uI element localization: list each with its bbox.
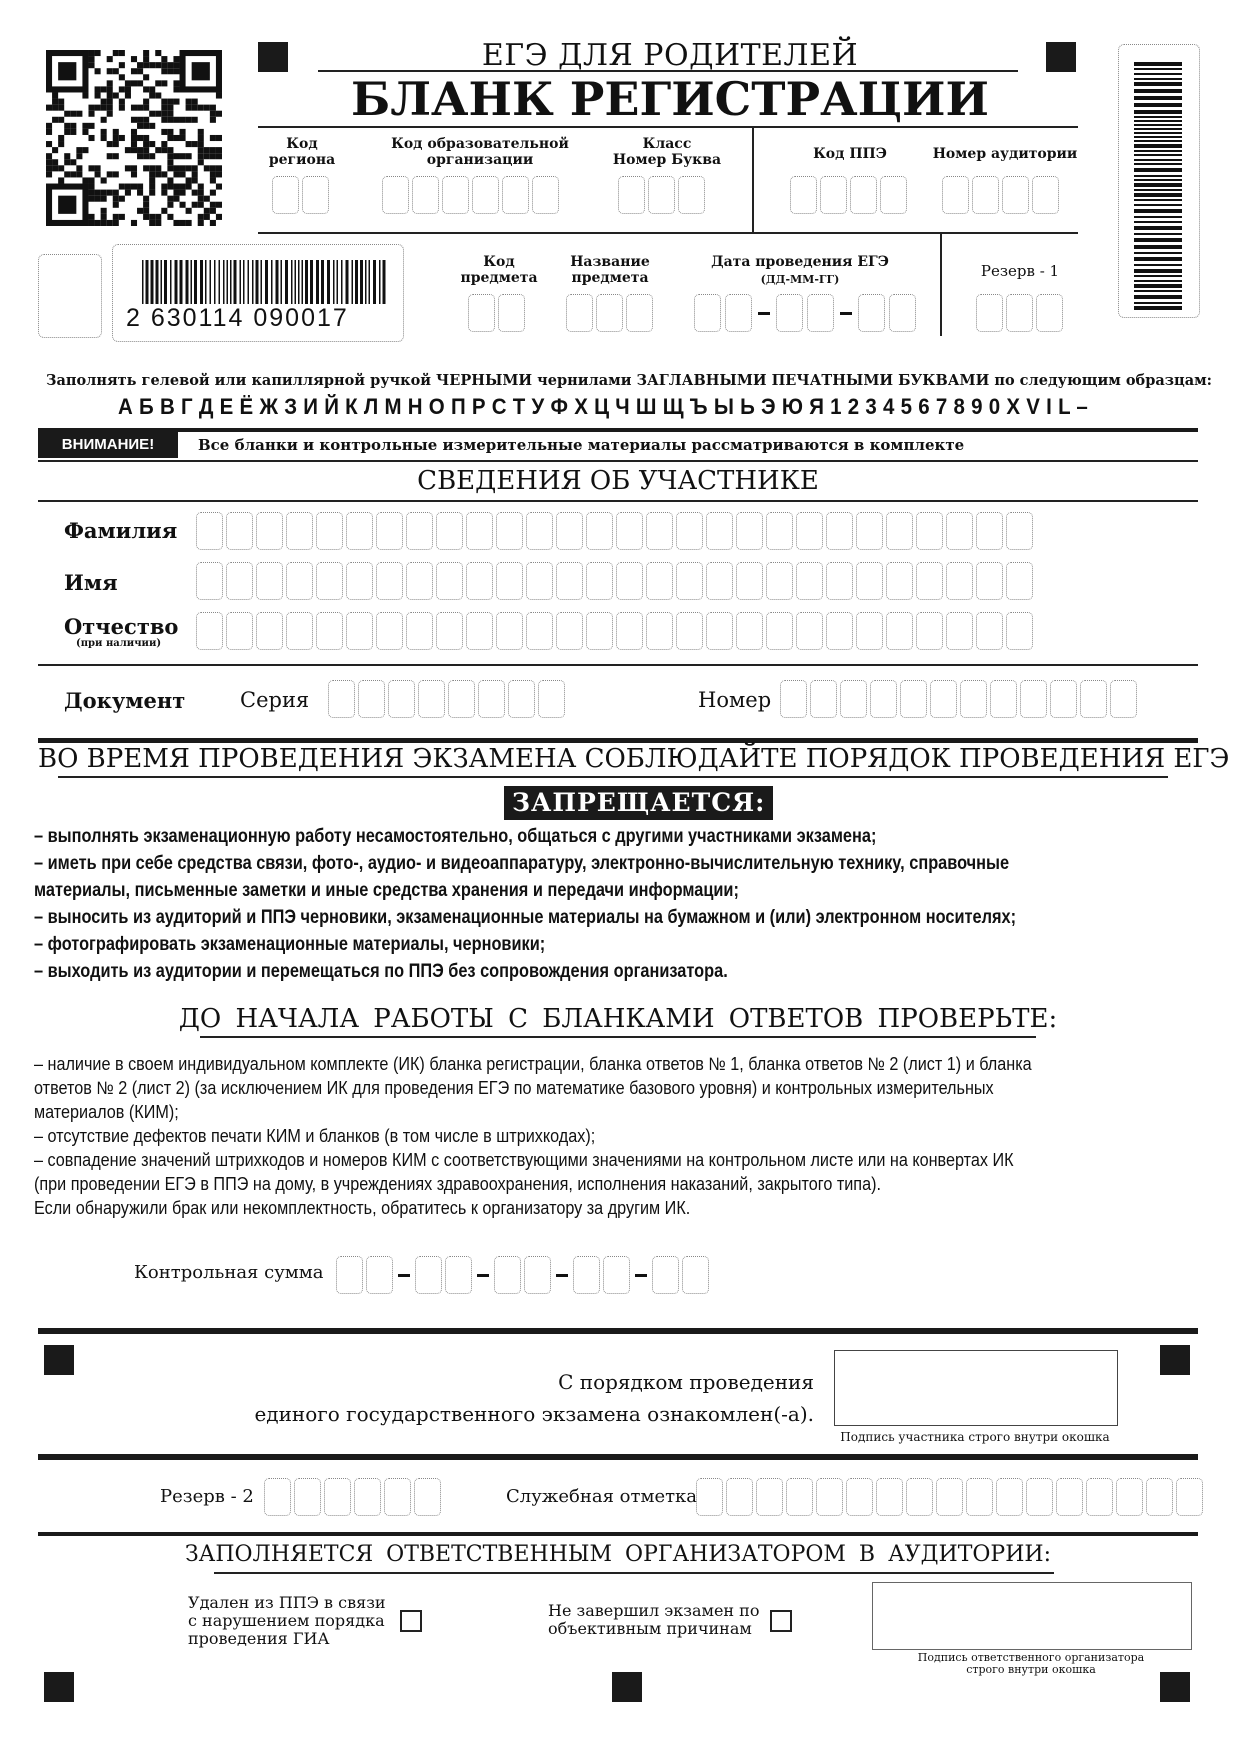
alignment-marker: [1046, 42, 1076, 72]
input-cell[interactable]: [960, 680, 987, 718]
input-cell[interactable]: [538, 680, 565, 718]
input-cell[interactable]: [358, 680, 385, 718]
input-cell[interactable]: [810, 680, 837, 718]
input-cell[interactable]: [436, 562, 463, 600]
patronymic-hint: (при наличии): [76, 638, 162, 649]
input-cell[interactable]: [786, 1478, 813, 1516]
input-cell[interactable]: [1110, 680, 1137, 718]
room-label: Номер аудитории: [932, 146, 1078, 162]
input-cell[interactable]: [1026, 1478, 1053, 1516]
input-cell[interactable]: [256, 512, 283, 550]
participant-signature-box[interactable]: [834, 1350, 1118, 1426]
fill-instruction: Заполнять гелевой или капиллярной ручкой ЧЕРНЫМИ чернилами ЗАГЛАВНЫМИ ПЕЧАТНЫМИ БУКВАМИ по следующим образцам:: [46, 372, 1213, 389]
input-cell[interactable]: [616, 612, 643, 650]
check-item: – совпадение значений штрихкодов и номеров КИМ с соответствующими значениями на контрольном листе или на конвертах ИК: [34, 1150, 1014, 1170]
input-cell[interactable]: [376, 512, 403, 550]
input-cell[interactable]: [466, 562, 493, 600]
input-cell[interactable]: [376, 562, 403, 600]
input-cell[interactable]: [766, 512, 793, 550]
input-cell[interactable]: [886, 612, 913, 650]
input-cell[interactable]: [346, 562, 373, 600]
removed-checkbox[interactable]: [400, 1610, 422, 1632]
check-item: – отсутствие дефектов печати КИМ и бланков (в том числе в штрихкодах);: [34, 1126, 596, 1146]
input-cell[interactable]: [646, 562, 673, 600]
input-cell[interactable]: [328, 680, 355, 718]
input-cell[interactable]: [840, 680, 867, 718]
alignment-marker: [258, 42, 288, 72]
organizer-signature-box[interactable]: [872, 1582, 1192, 1650]
organizer-heading: ЗАПОЛНЯЕТСЯ ОТВЕТСТВЕННЫМ ОРГАНИЗАТОРОМ В АУДИТОРИИ:: [184, 1542, 1052, 1567]
input-cell[interactable]: [976, 562, 1003, 600]
input-cell[interactable]: [286, 512, 313, 550]
input-cell[interactable]: [286, 562, 313, 600]
input-cell[interactable]: [448, 680, 475, 718]
input-cell[interactable]: [1006, 512, 1033, 550]
document-series-cells[interactable]: [328, 680, 565, 718]
form-subtitle: ЕГЭ ДЛЯ РОДИТЕЛЕЙ: [481, 38, 859, 73]
qr-code: [46, 50, 222, 226]
organizer-signature-caption: Подпись ответственного организатора строго внутри окошка: [917, 1651, 1145, 1676]
input-cell[interactable]: [526, 612, 553, 650]
input-cell[interactable]: [916, 512, 943, 550]
name-label: Имя: [64, 570, 118, 595]
input-cell[interactable]: [354, 1478, 381, 1516]
input-cell[interactable]: [556, 612, 583, 650]
input-cell[interactable]: [294, 1478, 321, 1516]
input-cell[interactable]: [886, 562, 913, 600]
acknowledge-line2: единого государственного экзамена ознакомлен(-а).: [254, 1402, 814, 1426]
forbidden-item: – выполнять экзаменационную работу несамостоятельно, общаться с другими участниками экзамена;: [34, 826, 877, 847]
subject-code-cells[interactable]: [468, 294, 525, 332]
input-cell[interactable]: [856, 562, 883, 600]
not-finished-checkbox[interactable]: [770, 1610, 792, 1632]
input-cell[interactable]: [196, 512, 223, 550]
input-cell[interactable]: [406, 612, 433, 650]
service-mark-cells[interactable]: [696, 1478, 1203, 1516]
check-list: [34, 1052, 1143, 1220]
input-cell[interactable]: [796, 562, 823, 600]
input-cell[interactable]: [676, 612, 703, 650]
input-cell[interactable]: [766, 562, 793, 600]
input-cell[interactable]: [676, 562, 703, 600]
check-item: Если обнаружили брак или некомплектность, обратитесь к организатору за другим ИК.: [34, 1198, 691, 1218]
surname-cells[interactable]: [196, 512, 1033, 550]
input-cell[interactable]: [886, 512, 913, 550]
input-cell[interactable]: [826, 612, 853, 650]
input-cell[interactable]: [706, 562, 733, 600]
input-cell[interactable]: [1146, 1478, 1173, 1516]
input-cell[interactable]: [1116, 1478, 1143, 1516]
input-cell[interactable]: [826, 512, 853, 550]
input-cell[interactable]: [936, 1478, 963, 1516]
input-cell[interactable]: [496, 562, 523, 600]
input-cell[interactable]: [226, 562, 253, 600]
input-cell[interactable]: [346, 612, 373, 650]
checksum-label: Контрольная сумма: [134, 1262, 324, 1283]
input-cell[interactable]: [436, 512, 463, 550]
exam-date-label: Дата проведения ЕГЭ: [711, 254, 889, 270]
input-cell[interactable]: [436, 612, 463, 650]
forbidden-badge: ЗАПРЕЩАЕТСЯ:: [504, 786, 773, 820]
input-cell[interactable]: [916, 612, 943, 650]
input-cell[interactable]: [756, 1478, 783, 1516]
input-cell[interactable]: [676, 512, 703, 550]
input-cell[interactable]: [496, 612, 523, 650]
input-cell[interactable]: [346, 512, 373, 550]
input-cell[interactable]: [816, 1478, 843, 1516]
input-cell[interactable]: [846, 1478, 873, 1516]
form-title: БЛАНК РЕГИСТРАЦИИ: [351, 72, 989, 126]
input-cell[interactable]: [526, 562, 553, 600]
subject-name-cells[interactable]: [566, 294, 653, 332]
input-cell[interactable]: [856, 512, 883, 550]
ppe-code-cells[interactable]: [790, 176, 907, 214]
alignment-marker: [1160, 1672, 1190, 1702]
input-cell[interactable]: [796, 612, 823, 650]
input-cell[interactable]: [616, 512, 643, 550]
room-cells[interactable]: [942, 176, 1059, 214]
input-cell[interactable]: [478, 680, 505, 718]
rules-heading: ВО ВРЕМЯ ПРОВЕДЕНИЯ ЭКЗАМЕНА СОБЛЮДАЙТЕ ПОРЯДОК ПРОВЕДЕНИЯ ЕГЭ: [38, 744, 1230, 774]
input-cell[interactable]: [946, 512, 973, 550]
registration-barcode: [142, 260, 392, 306]
sample-characters: А Б В Г Д Е Ё Ж З И Й К Л М Н О П Р С Т У Ф Х Ц Ч Ш Щ Ъ Ы Ь Э Ю Я 1 2 3 4 5 6 7 8 9 0 X V I L –: [118, 394, 1089, 419]
input-cell[interactable]: [256, 612, 283, 650]
input-cell[interactable]: [766, 612, 793, 650]
input-cell[interactable]: [946, 612, 973, 650]
forbidden-item: – выходить из аудитории и перемещаться по ППЭ без сопровождения организатора.: [34, 961, 728, 982]
input-cell[interactable]: [388, 680, 415, 718]
region-code-cells[interactable]: [272, 176, 329, 214]
input-cell[interactable]: [1086, 1478, 1113, 1516]
input-cell[interactable]: [870, 680, 897, 718]
participant-signature-caption: Подпись участника строго внутри окошка: [840, 1430, 1110, 1444]
input-cell[interactable]: [196, 612, 223, 650]
check-item: – наличие в своем индивидуальном комплекте (ИК) бланка регистрации, бланка ответов № 1, бланка ответов № 2 (лист 1) и бланка: [34, 1054, 1032, 1074]
check-item: (при проведении ЕГЭ в ППЭ на дому, в учреждениях здравоохранения, исполнения наказаний, закрытого типа).: [34, 1174, 881, 1194]
input-cell[interactable]: [646, 612, 673, 650]
input-cell[interactable]: [696, 1478, 723, 1516]
input-cell[interactable]: [1056, 1478, 1083, 1516]
forbidden-item: – иметь при себе средства связи, фото-, аудио- и видеоаппаратуру, электронно-вычислительную технику, справочные: [34, 853, 1010, 874]
exam-date-cells[interactable]: [694, 294, 916, 332]
input-cell[interactable]: [1050, 680, 1077, 718]
input-cell[interactable]: [256, 562, 283, 600]
input-cell[interactable]: [586, 612, 613, 650]
alignment-marker: [44, 1345, 74, 1375]
input-cell[interactable]: [706, 512, 733, 550]
attention-badge: ВНИМАНИЕ!: [38, 432, 178, 458]
input-cell[interactable]: [226, 512, 253, 550]
attention-text: Все бланки и контрольные измерительные материалы рассматриваются в комплекте: [198, 436, 965, 454]
input-cell[interactable]: [780, 680, 807, 718]
input-cell[interactable]: [900, 680, 927, 718]
input-cell[interactable]: [916, 562, 943, 600]
input-cell[interactable]: [706, 612, 733, 650]
photo-mark-box: [38, 254, 102, 338]
input-cell[interactable]: [966, 1478, 993, 1516]
input-cell[interactable]: [736, 562, 763, 600]
org-label: Код образовательной организации: [391, 136, 569, 168]
alignment-marker: [612, 1672, 642, 1702]
input-cell[interactable]: [466, 612, 493, 650]
input-cell[interactable]: [736, 612, 763, 650]
vertical-barcode: [1134, 62, 1182, 310]
input-cell[interactable]: [264, 1478, 291, 1516]
class-label: Класс Номер Буква: [612, 136, 722, 168]
alignment-marker: [1160, 1345, 1190, 1375]
input-cell[interactable]: [406, 512, 433, 550]
input-cell[interactable]: [226, 612, 253, 650]
input-cell[interactable]: [990, 680, 1017, 718]
ppe-label: Код ППЭ: [813, 146, 887, 162]
subject-code-label: Код предмета: [460, 254, 538, 286]
input-cell[interactable]: [414, 1478, 441, 1516]
input-cell[interactable]: [466, 512, 493, 550]
input-cell[interactable]: [316, 612, 343, 650]
service-mark-label: Служебная отметка: [506, 1486, 698, 1507]
input-cell[interactable]: [906, 1478, 933, 1516]
alignment-marker: [44, 1672, 74, 1702]
input-cell[interactable]: [1080, 680, 1107, 718]
input-cell[interactable]: [316, 562, 343, 600]
region-label: Код региона: [268, 136, 336, 168]
patronymic-label: Отчество: [64, 614, 179, 639]
patronymic-cells[interactable]: [196, 612, 1033, 650]
forbidden-item: – выносить из аудиторий и ППЭ черновики, экзаменационные материалы на бумажном и (или) электронном носителях;: [34, 907, 1017, 928]
input-cell[interactable]: [324, 1478, 351, 1516]
input-cell[interactable]: [796, 512, 823, 550]
reserve1-cells[interactable]: [976, 294, 1063, 332]
input-cell[interactable]: [616, 562, 643, 600]
input-cell[interactable]: [946, 562, 973, 600]
number-label: Номер: [698, 688, 772, 712]
forbidden-item: – фотографировать экзаменационные материалы, черновики;: [34, 934, 546, 955]
input-cell[interactable]: [586, 512, 613, 550]
series-label: Серия: [240, 688, 310, 712]
input-cell[interactable]: [316, 512, 343, 550]
input-cell[interactable]: [856, 612, 883, 650]
name-cells[interactable]: [196, 562, 1033, 600]
document-number-cells[interactable]: [780, 680, 1137, 718]
input-cell[interactable]: [556, 562, 583, 600]
input-cell[interactable]: [384, 1478, 411, 1516]
removed-label: Удален из ППЭ в связи с нарушением порядка проведения ГИА: [188, 1593, 386, 1648]
not-finished-label: Не завершил экзамен по объективным причинам: [548, 1601, 760, 1638]
subject-name-label: Название предмета: [570, 254, 650, 286]
reserve2-label: Резерв - 2: [160, 1486, 254, 1507]
forbidden-item: материалы, письменные заметки и иные средства хранения и передачи информации;: [34, 880, 739, 901]
input-cell[interactable]: [1176, 1478, 1203, 1516]
input-cell[interactable]: [1006, 612, 1033, 650]
check-heading: ДО НАЧАЛА РАБОТЫ С БЛАНКАМИ ОТВЕТОВ ПРОВЕРЬТЕ:: [178, 1004, 1058, 1034]
input-cell[interactable]: [1006, 562, 1033, 600]
input-cell[interactable]: [508, 680, 535, 718]
reserve2-cells[interactable]: [264, 1478, 441, 1516]
org-code-cells[interactable]: [382, 176, 559, 214]
input-cell[interactable]: [976, 512, 1003, 550]
input-cell[interactable]: [996, 1478, 1023, 1516]
input-cell[interactable]: [376, 612, 403, 650]
acknowledge-line1: С порядком проведения: [558, 1370, 814, 1394]
input-cell[interactable]: [976, 612, 1003, 650]
input-cell[interactable]: [406, 562, 433, 600]
input-cell[interactable]: [646, 512, 673, 550]
check-item: материалов (КИМ);: [34, 1102, 179, 1122]
class-cells[interactable]: [618, 176, 705, 214]
exam-date-hint: (ДД-ММ-ГГ): [760, 273, 840, 286]
input-cell[interactable]: [726, 1478, 753, 1516]
input-cell[interactable]: [826, 562, 853, 600]
check-item: ответов № 2 (лист 2) (за исключением ИК для проведения ЕГЭ по математике базового уровня) и контрольных измерительных: [34, 1078, 994, 1098]
input-cell[interactable]: [196, 562, 223, 600]
input-cell[interactable]: [736, 512, 763, 550]
input-cell[interactable]: [876, 1478, 903, 1516]
reserve1-label: Резерв - 1: [980, 262, 1060, 280]
input-cell[interactable]: [526, 512, 553, 550]
input-cell[interactable]: [496, 512, 523, 550]
checksum-cells[interactable]: [336, 1256, 709, 1294]
forbidden-list: [34, 826, 1176, 988]
barcode-number: 2 630114 090017: [126, 304, 349, 332]
document-label: Документ: [64, 688, 186, 713]
input-cell[interactable]: [930, 680, 957, 718]
input-cell[interactable]: [556, 512, 583, 550]
input-cell[interactable]: [286, 612, 313, 650]
surname-label: Фамилия: [64, 518, 178, 543]
input-cell[interactable]: [586, 562, 613, 600]
input-cell[interactable]: [418, 680, 445, 718]
participant-heading: СВЕДЕНИЯ ОБ УЧАСТНИКЕ: [417, 466, 819, 496]
input-cell[interactable]: [1020, 680, 1047, 718]
